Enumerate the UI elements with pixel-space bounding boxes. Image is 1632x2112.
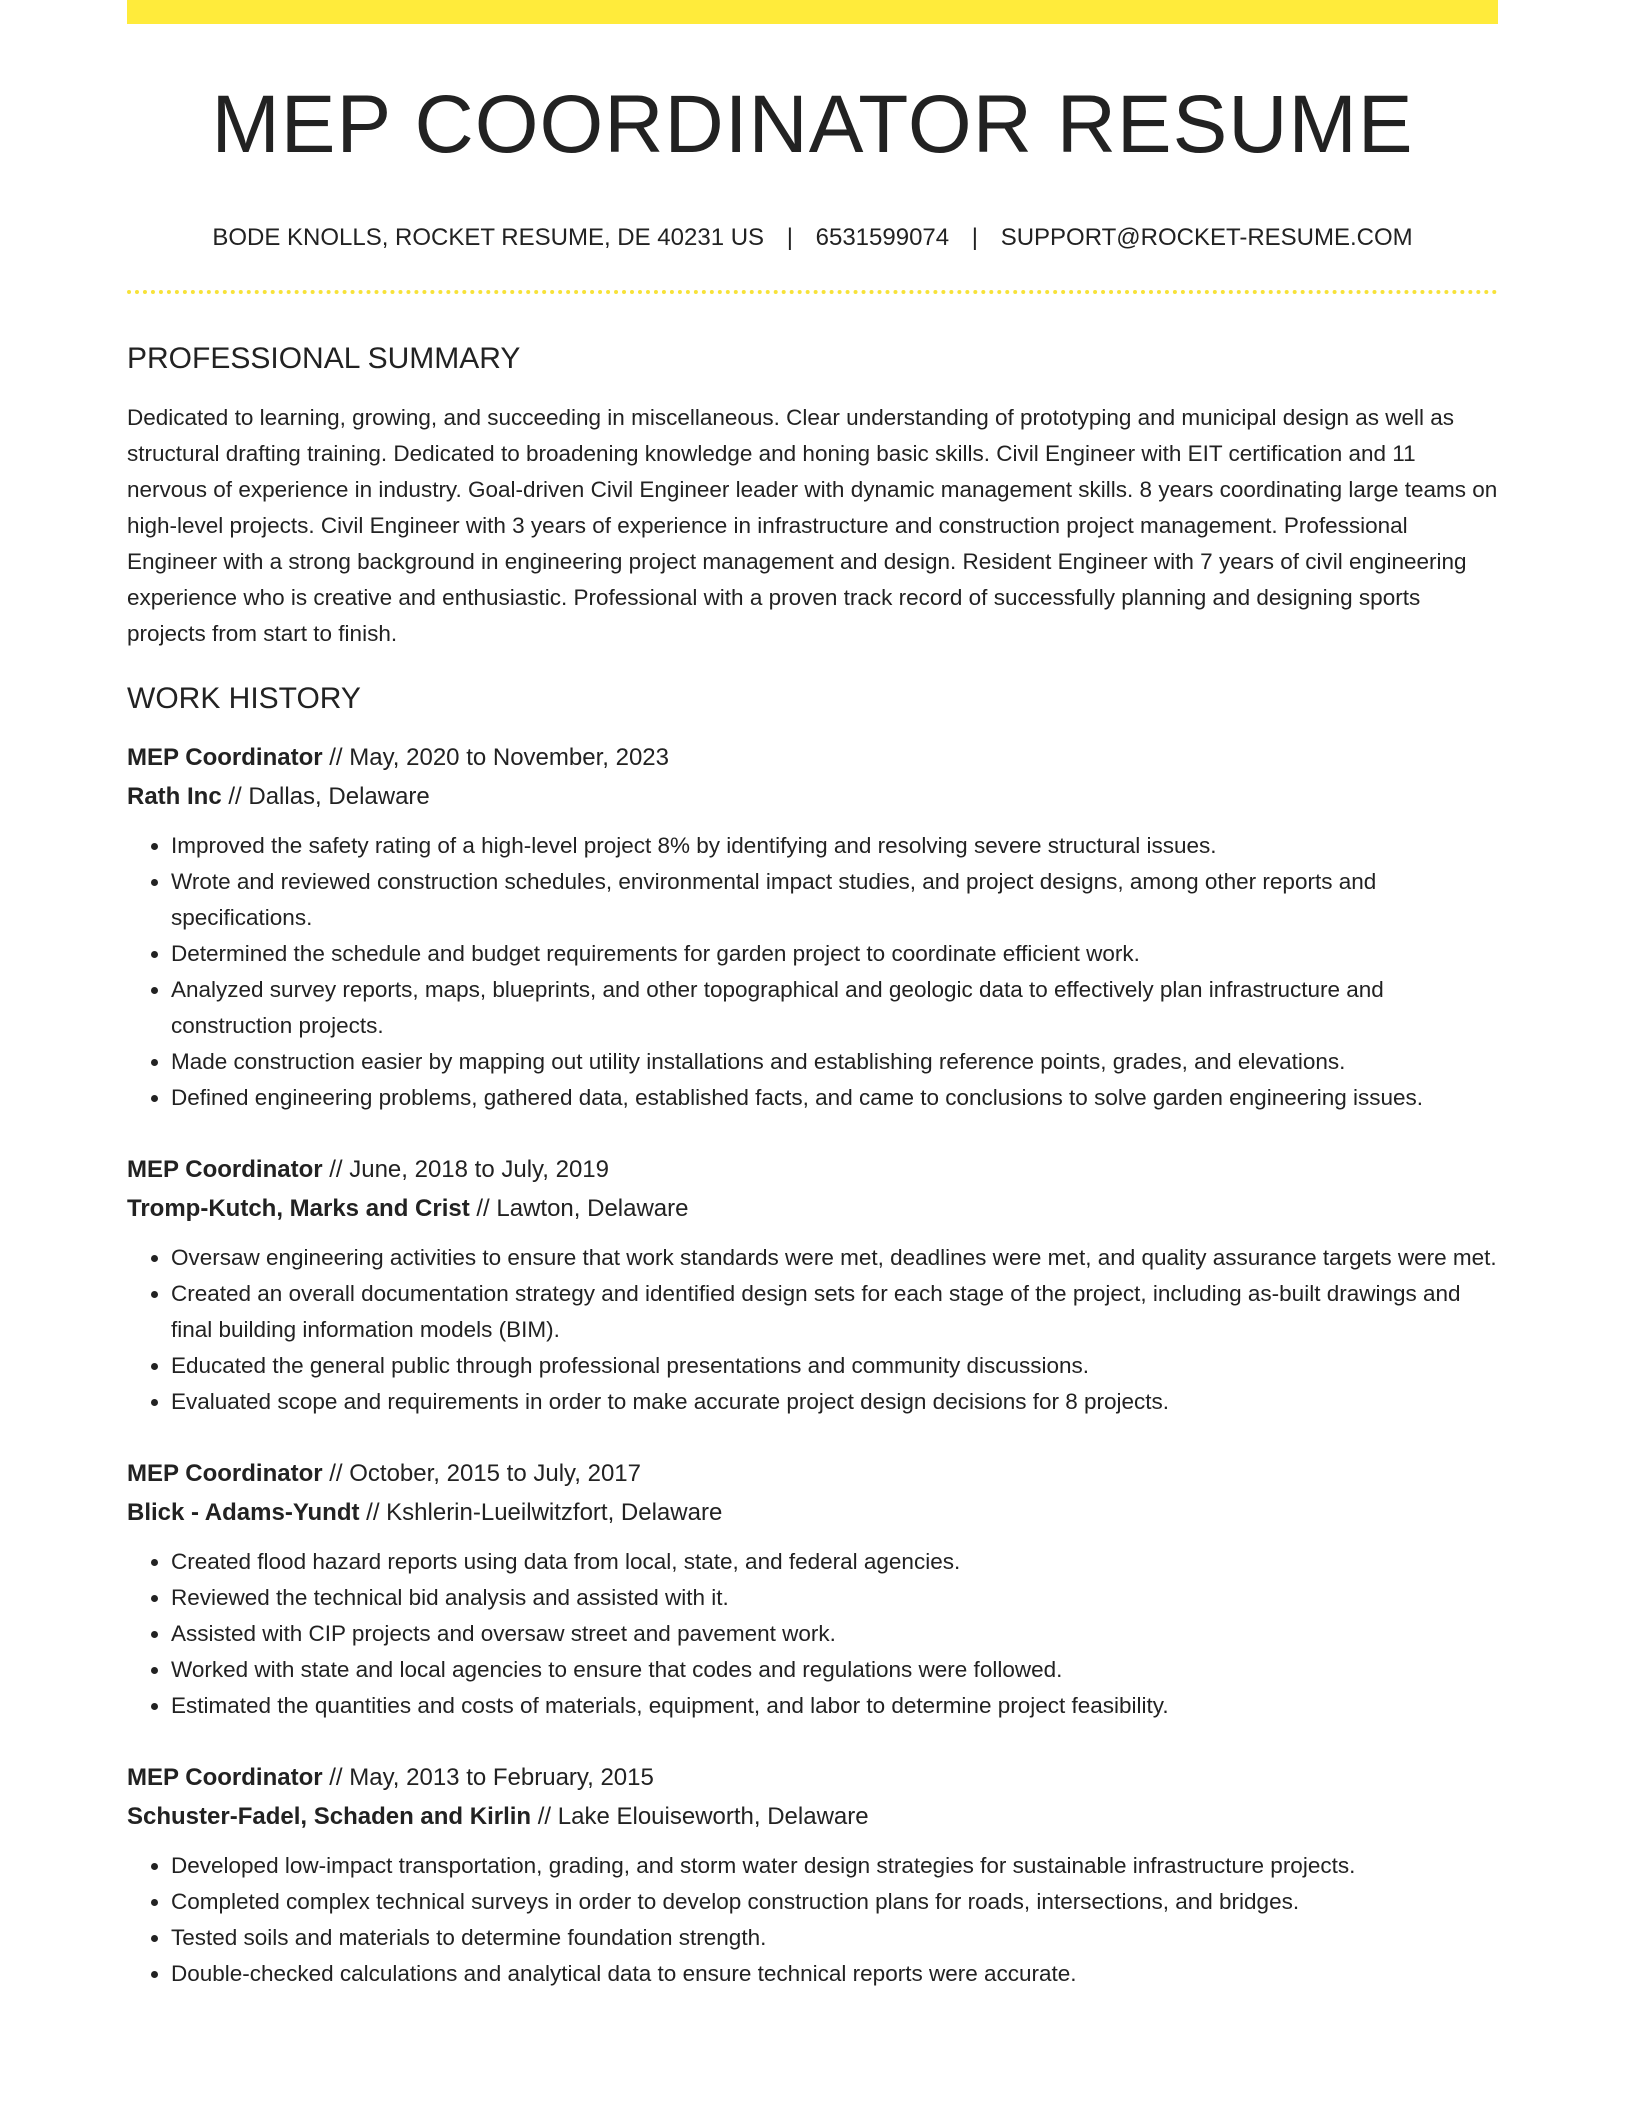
page-title: MEP COORDINATOR RESUME (211, 79, 1414, 170)
job-bullet: • Defined engineering problems, gathered data, established facts, and came to conclusions to solve garden engineering issues. (171, 1080, 1498, 1116)
job-company-line (127, 777, 1498, 816)
job-location: // Kshlerin-Lueilwitzfort, Delaware (359, 1499, 723, 1526)
job-company-line (127, 1797, 1498, 1836)
job-bullet: • Determined the schedule and budget requirements for garden project to coordinate efficient work. (171, 936, 1498, 972)
work-history-heading: WORK HISTORY (127, 682, 361, 715)
job-company: Schuster-Fadel, Schaden and Kirlin (127, 1803, 532, 1830)
job-bullets (127, 1848, 1498, 1992)
job-location: // Lake Elouiseworth, Delaware (531, 1803, 869, 1830)
job-company: Blick - Adams-Yundt (127, 1499, 360, 1526)
job-dates: // June, 2018 to July, 2019 (322, 1156, 609, 1183)
job-title-line (127, 1454, 1498, 1493)
job-bullets (127, 1240, 1498, 1420)
job-bullet: • Developed low-impact transportation, grading, and storm water design strategies for sustainable infrastructure projects. (171, 1848, 1498, 1884)
contact-phone: 6531599074 (815, 224, 950, 251)
job-title-line (127, 738, 1498, 777)
summary-heading: PROFESSIONAL SUMMARY (127, 342, 521, 375)
job-bullet: • Analyzed survey reports, maps, blueprints, and other topographical and geologic data to effectively plan infrastructure and construction projects. (171, 972, 1498, 1044)
dotted-divider (127, 290, 1498, 294)
job-dates: // May, 2020 to November, 2023 (322, 744, 669, 771)
job-location: // Dallas, Delaware (221, 783, 430, 810)
job-bullets (127, 828, 1498, 1116)
job-location: // Lawton, Delaware (469, 1195, 689, 1222)
job-bullet: • Created flood hazard reports using data from local, state, and federal agencies. (171, 1544, 1498, 1580)
job-bullet: • Estimated the quantities and costs of materials, equipment, and labor to determine project feasibility. (171, 1688, 1498, 1724)
contact-address: BODE KNOLLS, ROCKET RESUME, DE 40231 US (212, 224, 765, 251)
job-bullet: • Created an overall documentation strategy and identified design sets for each stage of the project, including as-built drawings and final building information models (BIM). (171, 1276, 1498, 1348)
job-bullet: • Improved the safety rating of a high-level project 8% by identifying and resolving severe structural issues. (171, 828, 1498, 864)
job-company-line (127, 1189, 1498, 1228)
resume-page (127, 0, 1498, 1992)
job-entry (127, 1758, 1498, 1992)
job-bullet: • Completed complex technical surveys in order to develop construction plans for roads, intersections, and bridges. (171, 1884, 1498, 1920)
job-company: Tromp-Kutch, Marks and Crist (127, 1195, 470, 1222)
contact-separator: | (971, 224, 979, 251)
job-company-line (127, 1493, 1498, 1532)
job-company: Rath Inc (127, 783, 222, 810)
job-dates: // May, 2013 to February, 2015 (322, 1764, 654, 1791)
job-role: MEP Coordinator (127, 1156, 323, 1183)
job-bullet: • Reviewed the technical bid analysis and assisted with it. (171, 1580, 1498, 1616)
job-role: MEP Coordinator (127, 744, 323, 771)
job-role: MEP Coordinator (127, 1764, 323, 1791)
contact-line (127, 226, 1498, 250)
job-bullet: • Evaluated scope and requirements in order to make accurate project design decisions for 8 projects. (171, 1384, 1498, 1420)
job-title-line (127, 1758, 1498, 1797)
job-bullet: • Educated the general public through professional presentations and community discussions. (171, 1348, 1498, 1384)
job-title-line (127, 1150, 1498, 1189)
job-bullet: • Worked with state and local agencies to ensure that codes and regulations were followed. (171, 1652, 1498, 1688)
job-bullet: • Made construction easier by mapping out utility installations and establishing reference points, grades, and elevations. (171, 1044, 1498, 1080)
contact-email: SUPPORT@ROCKET-RESUME.COM (1000, 224, 1413, 251)
summary-text: Dedicated to learning, growing, and succeeding in miscellaneous. Clear understanding of prototyping and municipal design as well as structural drafting training. Dedicated to broadening knowledge and honing basic skills. Civil Engineer with EIT certification and 11 nervous of experience in industry. Goal-driven Civil Engineer leader with dynamic management skills. 8 years coordinating large teams on high-level projects. Civil Engineer with 3 years of experience in infrastructure and construction project management. Professional Engineer with a strong background in engineering project management and design. Resident Engineer with 7 years of civil engineering experience who is creative and enthusiastic. Professional with a proven track record of successfully planning and designing sports projects from start to finish. (127, 405, 1498, 646)
job-entry (127, 738, 1498, 1116)
contact-separator: | (786, 224, 793, 251)
job-bullet: • Wrote and reviewed construction schedules, environmental impact studies, and project designs, among other reports and specifications. (171, 864, 1498, 936)
job-entry (127, 1454, 1498, 1724)
work-history-list (127, 738, 1498, 1992)
job-role: MEP Coordinator (127, 1460, 323, 1487)
job-bullet: • Tested soils and materials to determine foundation strength. (171, 1920, 1498, 1956)
job-entry (127, 1150, 1498, 1420)
accent-bar (127, 0, 1498, 24)
job-bullet: • Assisted with CIP projects and oversaw street and pavement work. (171, 1616, 1498, 1652)
job-bullet: • Double-checked calculations and analytical data to ensure technical reports were accurate. (171, 1956, 1498, 1992)
job-bullet: • Oversaw engineering activities to ensure that work standards were met, deadlines were met, and quality assurance targets were met. (171, 1240, 1498, 1276)
job-dates: // October, 2015 to July, 2017 (322, 1460, 641, 1487)
job-bullets (127, 1544, 1498, 1724)
